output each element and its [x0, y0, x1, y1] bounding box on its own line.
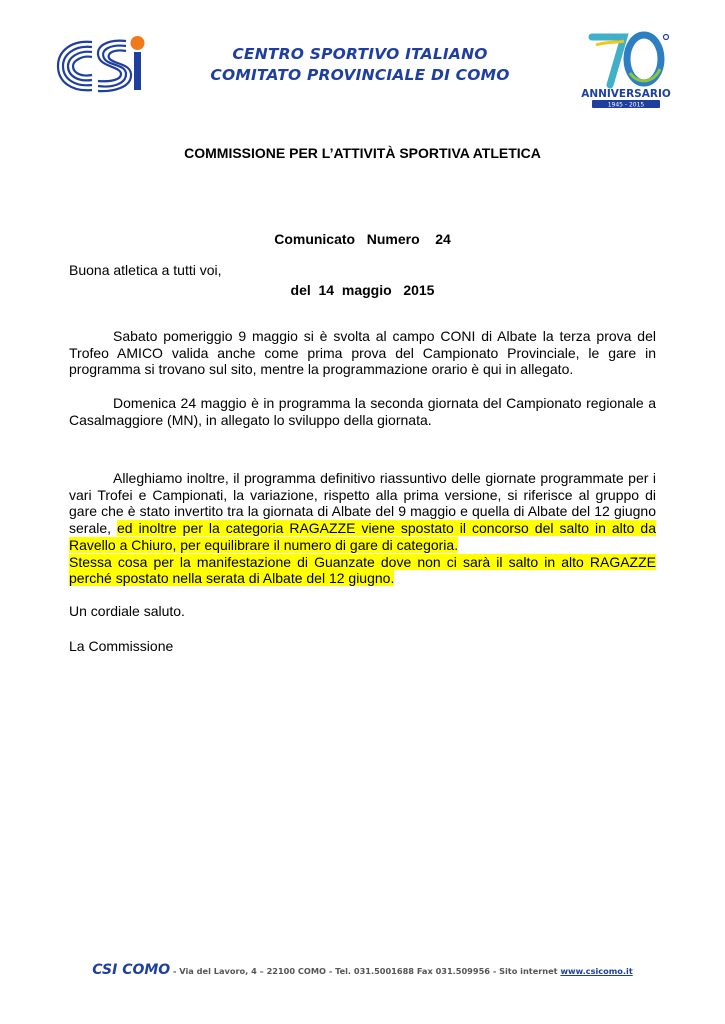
- footer-brand: CSI COMO: [92, 962, 171, 978]
- communique-number: Comunicato Numero 24: [274, 231, 451, 247]
- organization-title: [160, 44, 560, 86]
- signature: La Commissione: [69, 638, 174, 654]
- organization-committee: COMITATO PROVINCIALE DI COMO: [210, 66, 510, 84]
- anniversary-years: 1945 - 2015: [607, 101, 645, 109]
- csi-logo: [52, 34, 148, 96]
- paragraph-program-changes: [69, 470, 656, 587]
- closing-salutation: Un cordiale saluto.: [69, 603, 185, 619]
- highlighted-ragazze-change: ed inoltre per la categoria RAGAZZE viene spostato il concorso del salto in alto da Ravello a Chiuro, per equilibrare il numero di gare di categoria.: [69, 520, 656, 553]
- paragraph-albate-results: Sabato pomeriggio 9 maggio si è svolta al campo CONI di Albate la terza prova del Trofeo AMICO valida anche come prima prova del Campionato Provinciale, le gare in programma si trovano sul sito, mentre la programmazione orario è qui in allegato.: [69, 328, 656, 378]
- anniversary-label: ANNIVERSARIO: [581, 88, 671, 100]
- communique-date: del 14 maggio 2015: [290, 282, 435, 298]
- paragraph-casalmaggiore: Domenica 24 maggio è in programma la seconda giornata del Campionato regionale a Casalmaggiore (MN), in allegato lo sviluppo della giornata.: [69, 395, 656, 428]
- footer-contact-details: - Via del Lavoro, 4 – 22100 COMO - Tel. 031.5001688 Fax 031.509956 - Sito internet: [170, 966, 561, 976]
- footer: [0, 962, 725, 978]
- website-link[interactable]: www.csicomo.it: [560, 966, 633, 976]
- highlighted-guanzate-note: Stessa cosa per la manifestazione di Guanzate dove non ci sarà il salto in alto RAGAZZE perché spostato nella serata di Albate del 12 giugno.: [69, 553, 656, 587]
- organization-name: CENTRO SPORTIVO ITALIANO: [232, 45, 488, 63]
- commission-heading: COMMISSIONE PER L’ATTIVITÀ SPORTIVA ATLETICA: [184, 145, 541, 161]
- greeting: Buona atletica a tutti voi,: [69, 262, 222, 278]
- communique-heading: [0, 197, 725, 316]
- paragraph-program-text: Alleghiamo inoltre, il programma definitivo riassuntivo delle giornate programmate per i vari Trofei e Campionati, la variazione, rispetto alla prima versione, si riferisce al gruppo di gare che è stato invertito tra la giornata di Albate del 9 maggio e quella di Albate del 12 giugno serale,: [69, 470, 656, 537]
- anniversary-logo: [578, 27, 674, 109]
